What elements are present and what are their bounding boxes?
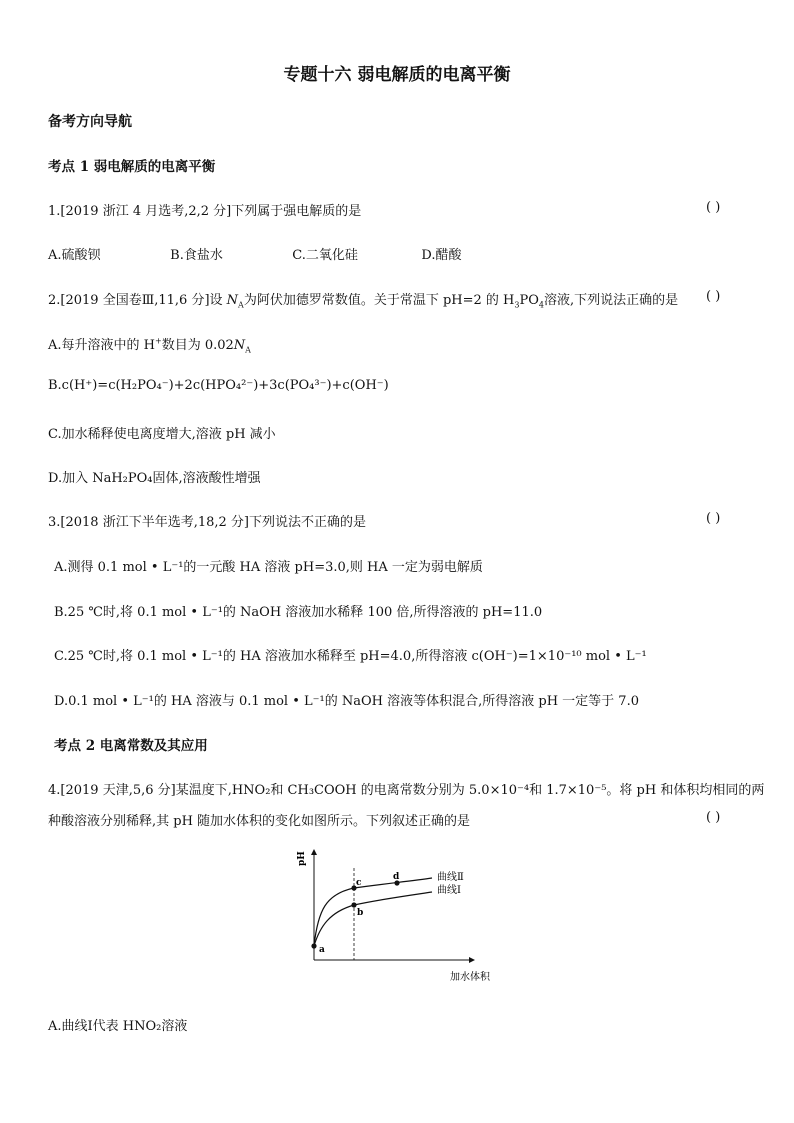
- option-a: A.硫酸钡: [48, 248, 101, 263]
- question-3-stem: 3.[2018 浙江下半年选考,18,2 分]下列说法不正确的是: [48, 515, 366, 530]
- subscript: 3: [514, 300, 520, 310]
- point-b: [351, 902, 356, 907]
- point-a: [311, 943, 316, 948]
- curve-i-label: 曲线Ⅰ: [437, 885, 461, 896]
- point-label-c: c: [356, 878, 362, 888]
- avogadro-symbol: N: [226, 293, 239, 308]
- section-heading: 备考方向导航: [48, 114, 132, 130]
- ph-dilution-graph: [292, 848, 512, 986]
- question-1-options: [48, 244, 462, 263]
- question-2-option-d: D.加入 NaH₂PO₄固体,溶液酸性增强: [48, 471, 261, 486]
- option-b: B.食盐水: [170, 248, 223, 263]
- question-3-option-a: A.测得 0.1 mol • L⁻¹的一元酸 HA 溶液 pH=3.0,则 HA 一定为弱电解质: [54, 560, 483, 575]
- stem-part: 为阿伏加德罗常数值。关于常温下 pH=2 的 H: [243, 293, 515, 308]
- avogadro-symbol: N: [233, 338, 246, 353]
- question-3-option-c: C.25 ℃时,将 0.1 mol • L⁻¹的 HA 溶液加水稀释至 pH=4.0,所得溶液 c(OH⁻)=1×10⁻¹⁰ mol • L⁻¹: [54, 649, 647, 664]
- question-2-option-b: B.c(H⁺)=c(H₂PO₄⁻)+2c(HPO₄²⁻)+3c(PO₄³⁻)+c(OH⁻): [48, 378, 389, 393]
- stem-part: 2.[2019 全国卷Ⅲ,11,6 分]设: [48, 293, 227, 308]
- curve-ii-label: 曲线Ⅱ: [437, 872, 464, 883]
- answer-paren: ( ): [706, 289, 721, 304]
- answer-paren: ( ): [706, 200, 721, 215]
- option-text: A.每升溶液中的 H: [48, 338, 155, 353]
- curve-i: [314, 892, 432, 946]
- stem-part: 溶液,下列说法正确的是: [543, 293, 679, 308]
- answer-paren: ( ): [706, 810, 721, 825]
- superscript: +: [155, 336, 162, 346]
- option-text: 数目为 0.02: [161, 338, 234, 353]
- option-c: C.二氧化硅: [292, 248, 358, 263]
- x-axis-label: 加水体积: [450, 972, 490, 983]
- key-point-2: 考点 2 电离常数及其应用: [54, 738, 208, 754]
- question-2-option-c: C.加水稀释使电离度增大,溶液 pH 减小: [48, 427, 276, 442]
- key-point-1: 考点 1 弱电解质的电离平衡: [48, 159, 216, 175]
- question-3-option-b: B.25 ℃时,将 0.1 mol • L⁻¹的 NaOH 溶液加水稀释 100 倍,所得溶液的 pH=11.0: [54, 605, 543, 620]
- question-1-stem: 1.[2019 浙江 4 月选考,2,2 分]下列属于强电解质的是: [48, 204, 362, 219]
- question-2-stem: [48, 289, 678, 310]
- option-d: D.醋酸: [421, 248, 462, 263]
- stem-part: PO: [519, 293, 539, 308]
- point-label-d: d: [393, 872, 400, 882]
- point-label-b: b: [357, 908, 364, 918]
- subscript: A: [245, 345, 251, 355]
- subscript: A: [238, 300, 244, 310]
- y-axis-label: pH: [297, 851, 307, 866]
- question-2-option-a: [48, 334, 251, 355]
- page-title: 专题十六 弱电解质的电离平衡: [283, 65, 511, 85]
- point-label-a: a: [319, 945, 325, 955]
- curve-ii: [314, 878, 432, 946]
- question-4-stem-line-2: 种酸溶液分别稀释,其 pH 随加水体积的变化如图所示。下列叙述正确的是: [48, 814, 471, 829]
- question-3-option-d: D.0.1 mol • L⁻¹的 HA 溶液与 0.1 mol • L⁻¹的 NaOH 溶液等体积混合,所得溶液 pH 一定等于 7.0: [54, 694, 639, 709]
- subscript: 4: [538, 300, 544, 310]
- question-4-option-a: A.曲线Ⅰ代表 HNO₂溶液: [48, 1019, 188, 1034]
- answer-paren: ( ): [706, 511, 721, 526]
- question-4-stem-line-1: 4.[2019 天津,5,6 分]某温度下,HNO₂和 CH₃COOH 的电离常数分别为 5.0×10⁻⁴和 1.7×10⁻⁵。将 pH 和体积均相同的两: [48, 783, 765, 798]
